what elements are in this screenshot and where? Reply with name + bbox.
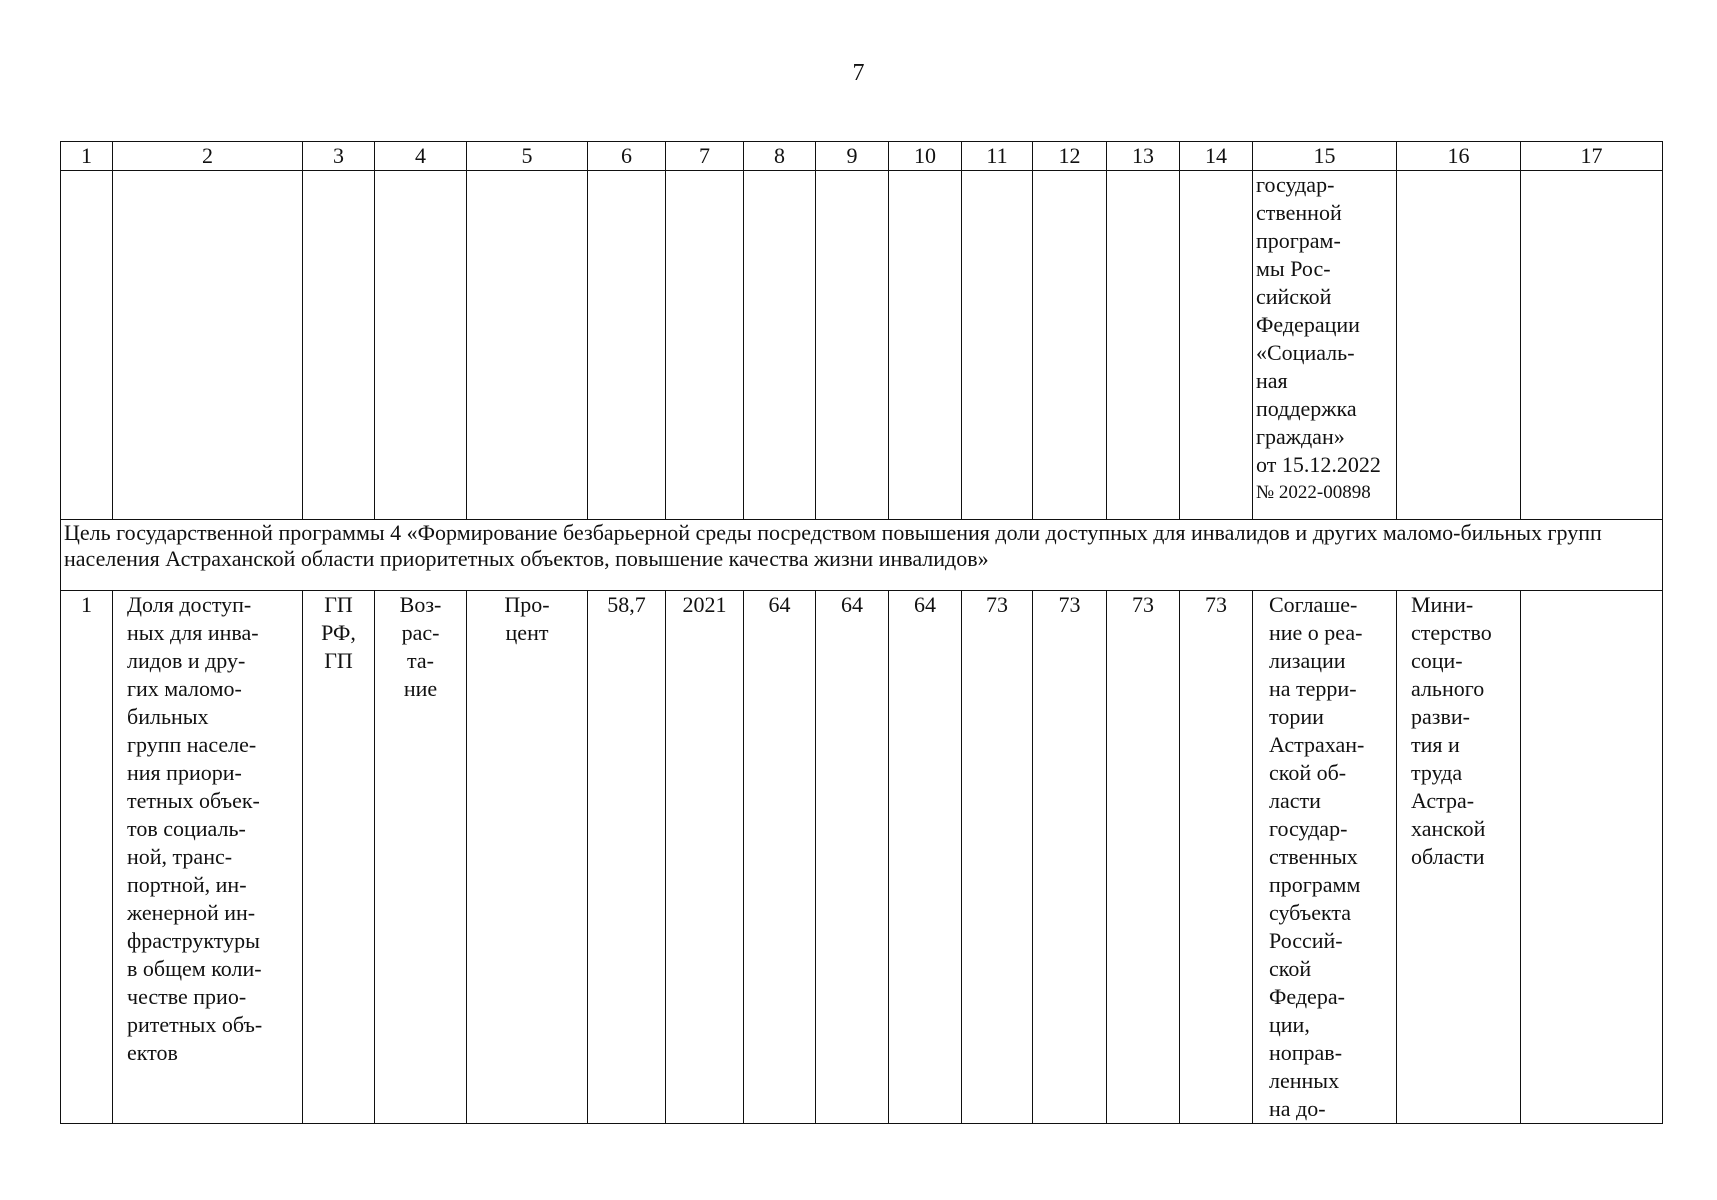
empty-cell bbox=[61, 171, 113, 520]
column-header: 14 bbox=[1180, 142, 1253, 171]
column-header: 13 bbox=[1107, 142, 1180, 171]
column-header: 2 bbox=[113, 142, 303, 171]
indicator-trend: Воз- рас- та- ние bbox=[375, 591, 467, 1124]
column-header: 4 bbox=[375, 142, 467, 171]
goal-cell: Цель государственной программы 4 «Формирование безбарьерной среды посредством повышения доли доступных для инвалидов и других маломо-бильных групп населения Астраханской области приоритетных объектов, повышение качества жизни инвалидов» bbox=[61, 520, 1663, 591]
column-header: 1 bbox=[61, 142, 113, 171]
indicator-name: Доля доступ- ных для инва- лидов и дру- гих маломо- бильных групп населе- ния приори- тетных объек- тов социаль- ной, транс- портной, ин- женерной ин- фраструктуры в общем коли- честве прио- ритетных объ- ектов bbox=[113, 591, 303, 1124]
indicator-number: 1 bbox=[61, 591, 113, 1124]
value-col-13: 73 bbox=[1107, 591, 1180, 1124]
column-header: 11 bbox=[962, 142, 1033, 171]
column-header: 17 bbox=[1521, 142, 1663, 171]
base-value: 58,7 bbox=[588, 591, 666, 1124]
empty-cell bbox=[962, 171, 1033, 520]
column-header: 6 bbox=[588, 142, 666, 171]
column-header: 5 bbox=[467, 142, 588, 171]
value-col-8: 64 bbox=[744, 591, 816, 1124]
continuation-row bbox=[61, 171, 1663, 520]
empty-cell bbox=[1107, 171, 1180, 520]
goal-row bbox=[61, 520, 1663, 591]
indicator-row bbox=[61, 591, 1663, 1124]
program-reference-cell bbox=[1253, 171, 1397, 520]
value-col-14: 73 bbox=[1180, 591, 1253, 1124]
program-reference-text: государ- ственной програм- мы Рос- сийской Федерации «Социаль- ная поддержка граждан» от 15.12.2022 bbox=[1256, 172, 1381, 477]
empty-cell bbox=[889, 171, 962, 520]
empty-cell bbox=[666, 171, 744, 520]
value-col-10: 64 bbox=[889, 591, 962, 1124]
column-header: 12 bbox=[1033, 142, 1107, 171]
empty-cell bbox=[467, 171, 588, 520]
empty-cell bbox=[588, 171, 666, 520]
program-reference-number: № 2022-00898 bbox=[1256, 482, 1371, 503]
col17-cell bbox=[1521, 591, 1663, 1124]
empty-cell bbox=[816, 171, 889, 520]
empty-cell bbox=[113, 171, 303, 520]
empty-cell bbox=[1180, 171, 1253, 520]
empty-cell bbox=[1397, 171, 1521, 520]
empty-cell bbox=[744, 171, 816, 520]
column-header: 8 bbox=[744, 142, 816, 171]
column-number-row bbox=[61, 142, 1663, 171]
base-year: 2021 bbox=[666, 591, 744, 1124]
indicator-level: ГП РФ, ГП bbox=[303, 591, 375, 1124]
value-col-9: 64 bbox=[816, 591, 889, 1124]
column-header: 7 bbox=[666, 142, 744, 171]
responsible-body: Мини- стерство соци- ального разви- тия и труда Астра- ханской области bbox=[1397, 591, 1521, 1124]
column-header: 9 bbox=[816, 142, 889, 171]
empty-cell bbox=[375, 171, 467, 520]
value-col-11: 73 bbox=[962, 591, 1033, 1124]
indicator-unit: Про- цент bbox=[467, 591, 588, 1124]
column-header: 3 bbox=[303, 142, 375, 171]
empty-cell bbox=[1521, 171, 1663, 520]
value-col-12: 73 bbox=[1033, 591, 1107, 1124]
page-number: 7 bbox=[852, 60, 865, 86]
indicators-table bbox=[60, 141, 1663, 1124]
column-header: 10 bbox=[889, 142, 962, 171]
empty-cell bbox=[1033, 171, 1107, 520]
column-header: 15 bbox=[1253, 142, 1397, 171]
empty-cell bbox=[303, 171, 375, 520]
basis-document: Соглаше- ние о реа- лизации на терри- тории Астрахан- ской об- ласти государ- ственных программ субъекта Россий- ской Федера- ции, ноправ- ленных на до- bbox=[1253, 591, 1397, 1124]
column-header: 16 bbox=[1397, 142, 1521, 171]
